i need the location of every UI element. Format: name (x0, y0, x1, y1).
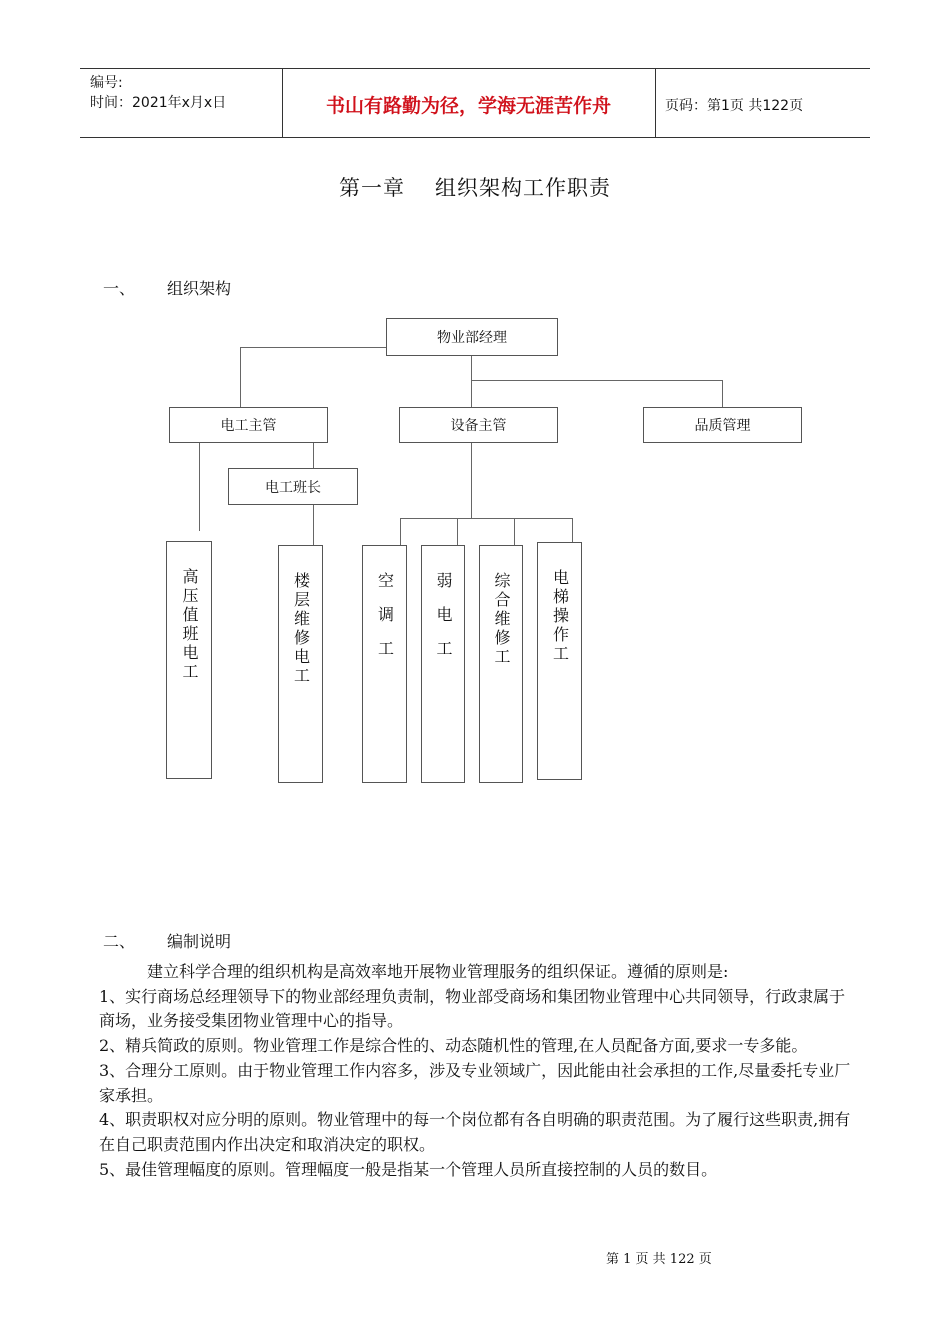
org-node-electrical-foreman: 电工班长 (228, 468, 358, 505)
section-title: 编制说明 (167, 932, 232, 951)
date-label: 时间：2021年x月x日 (90, 95, 227, 111)
org-node-root: 物业部经理 (386, 318, 558, 356)
org-node-staff (537, 542, 582, 780)
org-node-electrical-supervisor: 电工主管 (169, 407, 328, 443)
connector-line (471, 380, 722, 381)
connector-line (199, 443, 200, 531)
header-motto: 书山有路勤为径，学海无涯苦作舟 (325, 95, 611, 117)
org-node-staff (479, 545, 523, 783)
section-number: 二、 (103, 932, 136, 951)
section-number: 一、 (103, 279, 136, 298)
connector-line (722, 380, 723, 407)
paragraph: 建立科学合理的组织机构是高效率地开展物业管理服务的组织保证。遵循的原则是: (147, 962, 729, 981)
staff-label: 弱电工 (434, 572, 453, 674)
paragraph: 1、实行商场总经理领导下的物业部经理负责制，物业部受商场和集团物业管理中心共同领导，行政隶属于商场，业务接受集团物业管理中心的指导。 (99, 986, 846, 1031)
connector-line (514, 518, 515, 545)
org-node-staff (421, 545, 465, 783)
staff-label: 空调工 (375, 572, 395, 674)
paragraph: 4、职责职权对应分明的原则。物业管理中的每一个岗位都有各自明确的职责范围。为了履行这些职责,拥有在自己职责范围内作出决定和取消决定的职权。 (99, 1110, 851, 1154)
header-page-info: 页码：第1页 共122页 (665, 98, 804, 114)
connector-line (471, 443, 472, 518)
connector-line (400, 518, 401, 545)
connector-line (313, 505, 314, 545)
body-text (99, 960, 851, 1182)
connector-line (457, 518, 458, 545)
connector-line (572, 518, 573, 542)
code-label: 编号: (90, 75, 123, 91)
staff-label: 高压值班电工 (180, 568, 199, 682)
connector-line (240, 347, 386, 348)
chapter-number: 第一章 (339, 176, 405, 200)
paragraph: 3、合理分工原则。由于物业管理工作内容多，涉及专业领域广，因此能由社会承担的工作,尽量委托专业厂家承担。 (99, 1060, 851, 1105)
staff-label: 楼层维修电工 (291, 572, 311, 686)
org-node-staff (166, 541, 212, 779)
org-node-staff (362, 545, 407, 783)
connector-line (471, 356, 472, 407)
staff-label: 电梯操作工 (550, 569, 570, 664)
org-node-quality-management: 品质管理 (643, 407, 802, 443)
section-heading-2 (103, 929, 231, 952)
section-title: 组织架构 (167, 279, 232, 298)
connector-line (240, 347, 241, 407)
paragraph: 5、最佳管理幅度的原则。管理幅度一般是指某一个管理人员所直接控制的人员的数目。 (99, 1159, 718, 1179)
org-node-equipment-supervisor: 设备主管 (399, 407, 558, 443)
connector-line (313, 443, 314, 468)
connector-line (400, 518, 572, 519)
chapter-text: 组织架构工作职责 (435, 176, 611, 200)
paragraph: 2、精兵简政的原则。物业管理工作是综合性的、动态随机性的管理,在人员配备方面,要求一专多能。 (99, 1036, 808, 1056)
page-footer: 第 1 页 共 122 页 (606, 1252, 712, 1267)
org-node-staff (278, 545, 323, 783)
staff-label: 综合维修工 (492, 572, 511, 667)
